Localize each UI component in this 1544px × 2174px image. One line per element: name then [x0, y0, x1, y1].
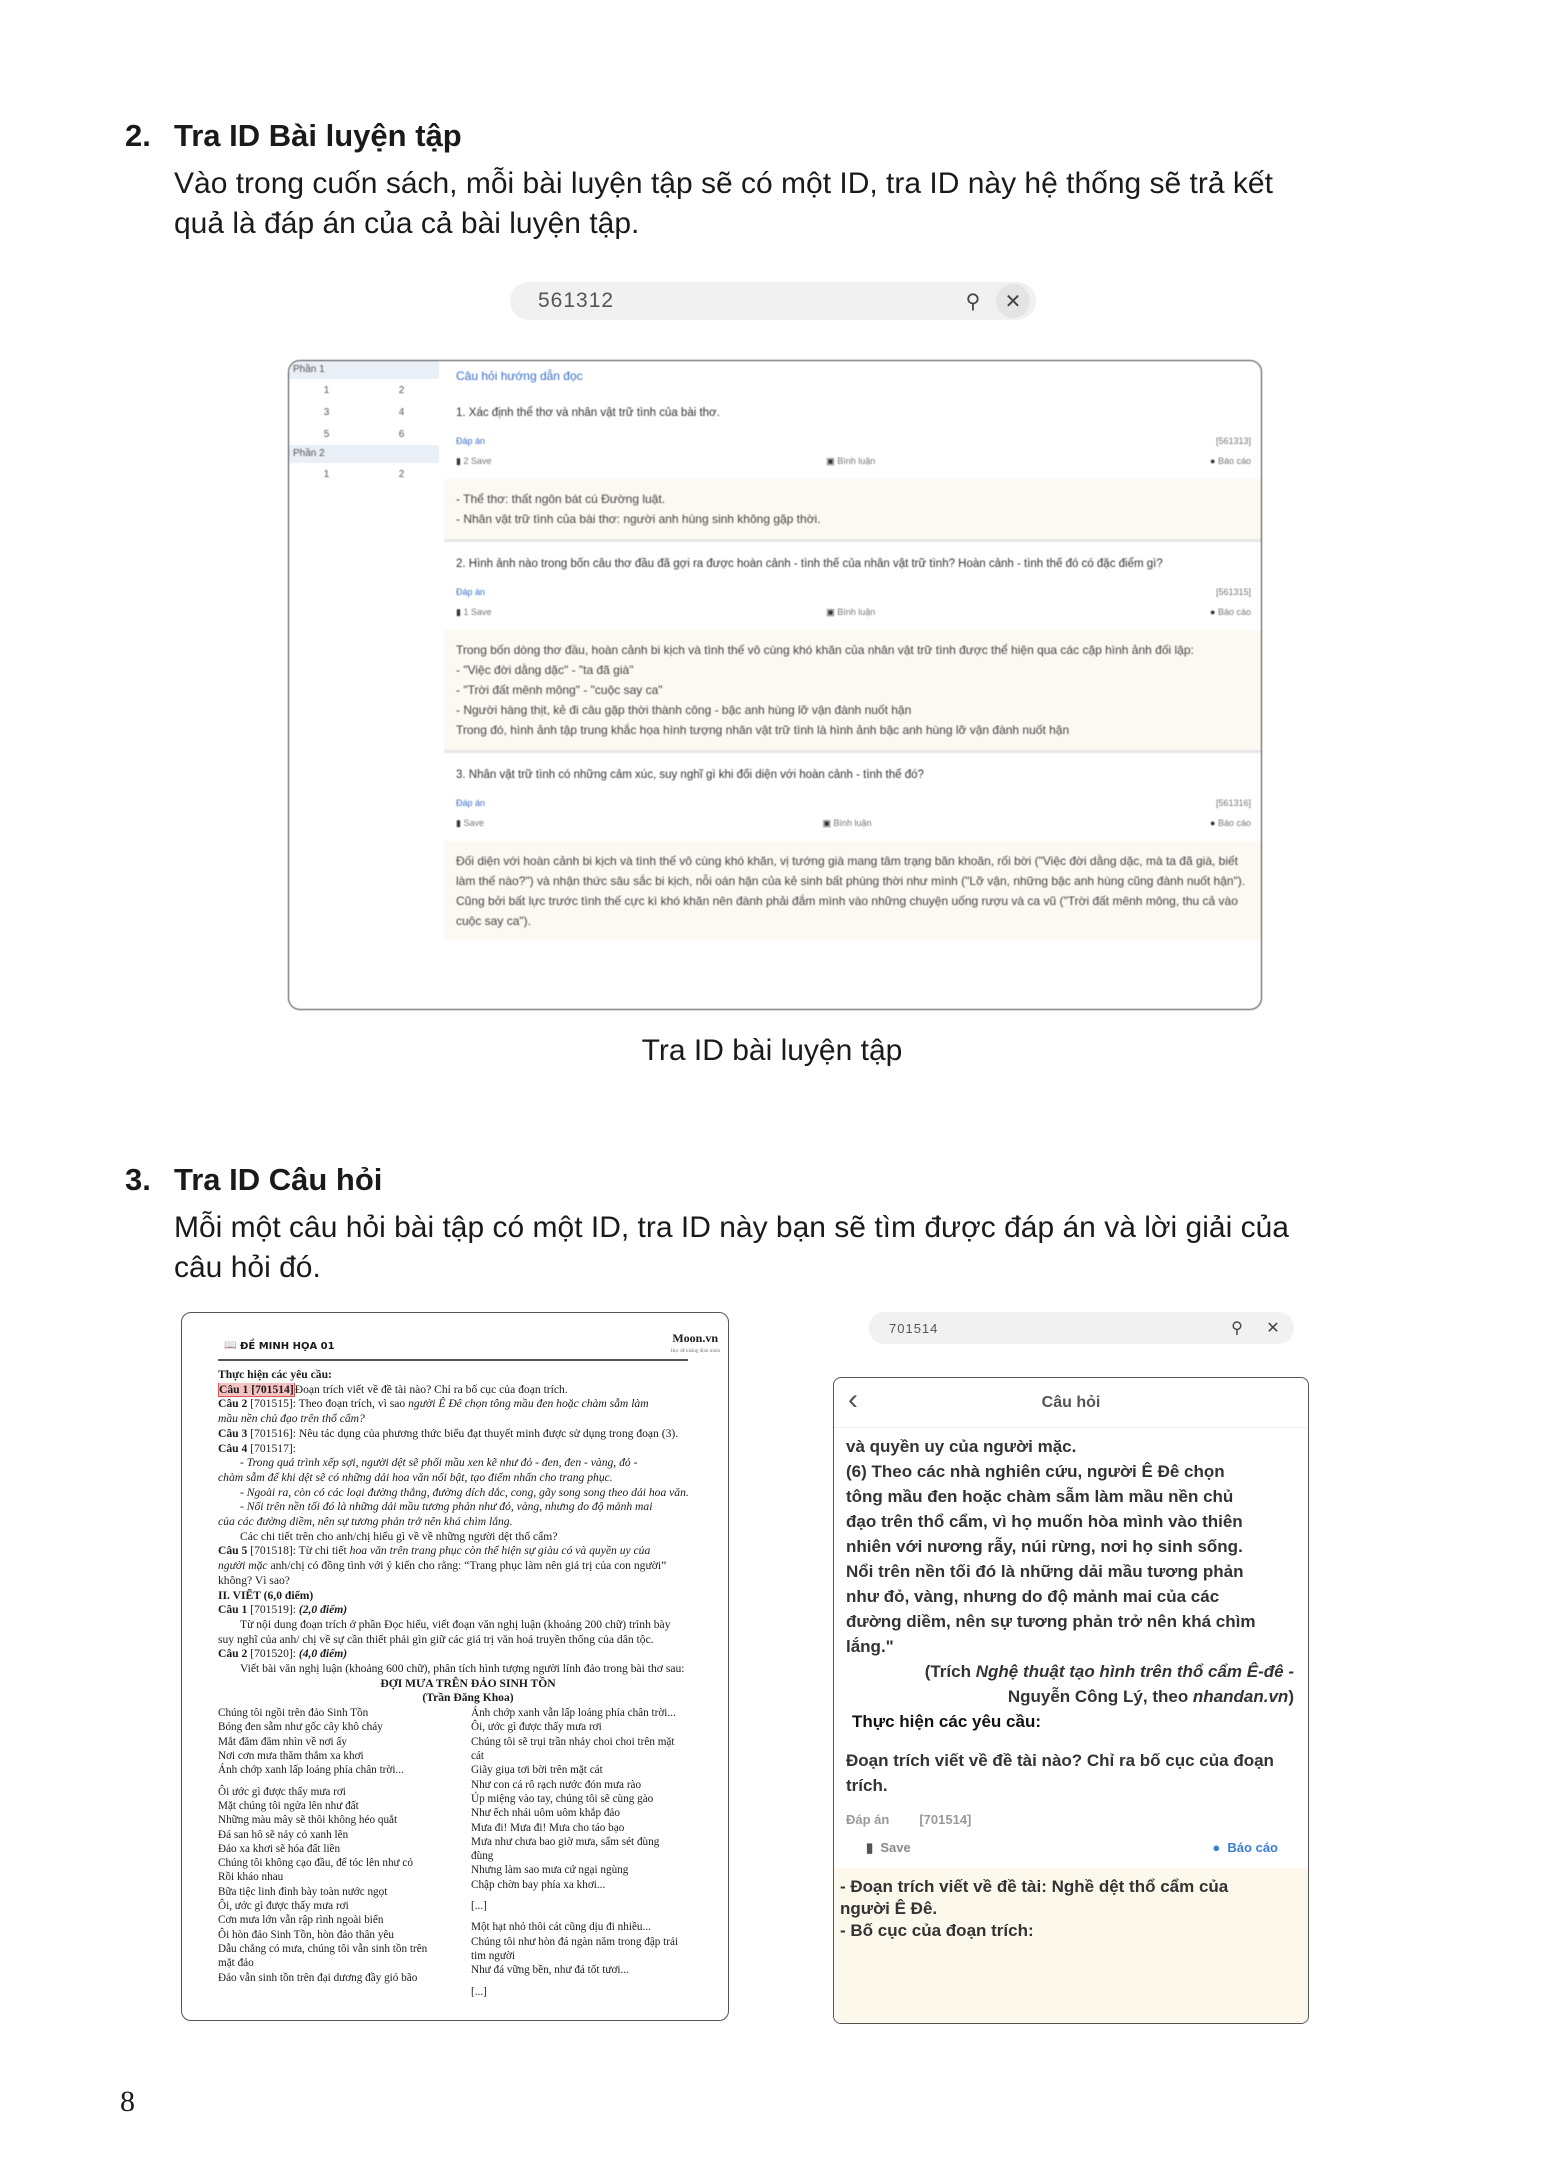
poem-author: (Trần Đăng Khoa)	[422, 1691, 514, 1705]
poem-line: Giãy giụa tơi bời trên mặt cát	[471, 1764, 603, 1777]
poem-title: ĐỢI MƯA TRÊN ĐẢO SINH TỒN	[380, 1676, 556, 1690]
action-bar	[444, 602, 1261, 622]
comment-button[interactable]	[826, 607, 875, 618]
poem-left-column	[218, 1706, 465, 1999]
poem-line: Mặt chúng tôi ngửa lên như đất	[218, 1799, 359, 1812]
save-button-label: 1 Save	[463, 606, 492, 617]
document-line	[218, 1544, 718, 1559]
sidebar-question-link[interactable]: 1	[323, 384, 330, 396]
poem-line: [...]	[471, 1985, 487, 1998]
document-text: (2,0 điểm)	[298, 1603, 348, 1617]
document-text: Thực hiện các yêu cầu:	[218, 1368, 332, 1381]
poem-line: mặt đảo	[218, 1957, 254, 1970]
passage-line: đạo trên thổ cẩm, vì họ muốn hòa mình vào thiên	[846, 1512, 1243, 1531]
action-bar	[444, 813, 1261, 833]
answer-text	[444, 630, 1261, 750]
figure-caption: Tra ID bài luyện tập	[641, 1034, 903, 1067]
document-text: - Ngoài ra, còn có các loại đường thẳng, đường dích dắc, cong, gãy song song theo dải hoa văn.	[240, 1485, 689, 1499]
info-icon: ●	[1212, 1840, 1221, 1855]
poem-line: Ôi ước gì được thấy mưa rơi	[218, 1785, 346, 1798]
poem-line: Như con cá rô rạch nước đón mưa rào	[471, 1778, 642, 1791]
poem-line	[471, 1913, 718, 1920]
poem-line: Chúng tôi sẽ trụi trần nhảy choi choi trên mặt	[471, 1735, 675, 1748]
document-text: - Nổi trên nền tối đó là những dải mầu tương phản như đỏ, vàng, nhưng do độ mảnh mai	[240, 1500, 653, 1514]
sidebar-part[interactable]: Phần 2	[289, 445, 439, 463]
document-text: II. VIẾT (6,0 điểm)	[218, 1588, 314, 1602]
poem-line: Cơn mưa lớn vẫn rập rình ngoài biển	[218, 1914, 384, 1927]
comment-button[interactable]	[826, 456, 875, 467]
bookmark-icon: ▮	[866, 1840, 874, 1855]
passage-line: (6) Theo các nhà nghiên cứu, người Ê Đê chọn	[846, 1462, 1225, 1481]
poem-right-column	[471, 1706, 718, 1999]
answer-line: - Đoạn trích viết về đề tài: Nghề dệt thổ cẩm của	[840, 1877, 1229, 1896]
document-line	[218, 1383, 718, 1398]
comment-button-label: Bình luận	[833, 817, 872, 828]
poem-line	[218, 1778, 465, 1785]
action-bar	[444, 451, 1261, 471]
document-line	[218, 1412, 718, 1427]
question-id: [561316]	[1215, 798, 1251, 808]
exercise-search-bar[interactable]	[510, 282, 1036, 320]
icon: ●	[1210, 818, 1218, 828]
answer-label-row: Đáp án [701514]	[846, 1812, 972, 1827]
answer-line: Trong đó, hình ảnh tập trung khắc họa hình tượng nhân vật trữ tình là hình ảnh bậc anh hùng lỡ vận đành nuốt hận	[456, 723, 1070, 737]
document-line	[218, 1427, 718, 1442]
section-3-description: Mỗi một câu hỏi bài tập có một ID, tra ID này bạn sẽ tìm được đáp án và lời giải của câu hỏi đó.	[174, 1211, 1289, 1284]
exercise-content	[444, 361, 1261, 1009]
question-result-screenshot	[833, 1377, 1309, 2024]
poem-line: Những màu mây sẽ thôi không héo quắt	[218, 1814, 398, 1827]
save-button-label: 2 Save	[463, 455, 492, 466]
document-text: Viết bài văn nghị luận (khoảng 600 chữ), phân tích hình tượng người lính đảo trong bài thơ sau:	[240, 1662, 685, 1676]
report-button-label: Báo cáo	[1217, 818, 1251, 828]
document-line	[218, 1633, 718, 1648]
poem-line: tim người	[471, 1949, 515, 1962]
icon: ▮	[456, 606, 464, 617]
answer-line: - Người hàng thịt, kẻ đi câu gặp thời thành công - bậc anh hùng lỡ vận đành nuốt hận	[456, 703, 912, 717]
section-2-description: Vào trong cuốn sách, mỗi bài luyện tập sẽ có một ID, tra ID này hệ thống sẽ trả kết quả là đáp án của cả bài luyện tập.	[174, 167, 1273, 240]
close-icon[interactable]: ✕	[1266, 1320, 1280, 1337]
answer-box	[834, 1868, 1308, 2023]
question-id: [561313]	[1215, 436, 1251, 446]
moon-logo: Moon.vn	[672, 1331, 718, 1345]
answer-line: - Bố cục của đoạn trích:	[840, 1921, 1034, 1940]
document-line	[218, 1397, 718, 1412]
poem-line: Mưa như chưa bao giờ mưa, sấm sét đùng	[471, 1835, 660, 1848]
poem-line: Ôi, ước gì được thấy mưa rơi	[471, 1721, 602, 1734]
document-text: hoa văn trên trang phục còn thể hiện sự giàu có và quyền uy của	[349, 1544, 651, 1558]
sidebar-row	[289, 401, 439, 423]
document-line	[218, 1618, 718, 1633]
icon: ●	[1210, 456, 1218, 466]
document-line	[218, 1456, 718, 1471]
report-button-label: Báo cáo	[1217, 456, 1251, 466]
answer-label: Đáp án	[456, 798, 486, 808]
passage-text	[846, 1434, 1296, 1659]
search-input[interactable]: 701514	[889, 1320, 939, 1336]
document-text: Câu 1	[218, 1603, 251, 1617]
comment-button[interactable]	[822, 818, 871, 829]
save-button[interactable]	[456, 456, 491, 467]
document-text: suy nghĩ của anh/ chị về sự cần thiết phải gìn giữ các giá trị văn hoá truyền thống của dân tộc.	[218, 1632, 654, 1646]
document-text: Đoạn trích viết về đề tài nào? Chỉ ra bố cục của đoạn trích.	[294, 1382, 568, 1396]
poem-line: Bóng đen sẫm như gốc cây khô cháy	[218, 1721, 383, 1734]
document-line	[218, 1486, 718, 1501]
answer-text	[444, 841, 1261, 941]
passage-line: như đỏ, vàng, nhưng do độ mảnh mai của các	[846, 1587, 1220, 1606]
answer-line: - "Việc đời dằng dặc" - "ta đã già"	[456, 663, 634, 677]
answer-line: Trong bốn dòng thơ đầu, hoàn cảnh bi kịch và tình thế vô cùng khó khăn của nhân vật trữ tình được thể hiện qua các cặp hình ảnh đối lập:	[456, 643, 1194, 657]
question-search-bar[interactable]	[869, 1312, 1294, 1344]
answer-meta	[444, 793, 1261, 813]
sidebar-part[interactable]: Phần 1	[289, 361, 439, 379]
question-id: [561315]	[1215, 587, 1251, 597]
exam-document-image	[181, 1312, 729, 2021]
document-text: Câu 2	[218, 1647, 251, 1661]
section-heading: Câu hỏi hướng dẫn đọc	[456, 369, 583, 383]
document-text: Câu 2	[218, 1397, 251, 1411]
document-text: Câu 3	[218, 1426, 251, 1440]
sidebar-row	[289, 463, 439, 485]
poem-line: đùng	[471, 1850, 494, 1863]
document-line	[218, 1603, 718, 1618]
question-text: 3. Nhân vật trữ tình có những cảm xúc, suy nghĩ gì khi đối diện với hoàn cảnh - tình thế đó?	[456, 769, 924, 781]
document-text: của các đường diềm, nên sự tương phản trở nên khá chìm lắng.	[218, 1515, 513, 1529]
close-icon[interactable]: ✕	[996, 284, 1030, 318]
document-line	[218, 1530, 718, 1545]
document-text: (4,0 điểm)	[298, 1647, 348, 1661]
document-line	[218, 1559, 718, 1574]
comment-button-label: Bình luận	[837, 606, 876, 617]
document-text: người Ê Đê chọn tông mầu đen hoặc chàm sẫm làm	[408, 1397, 649, 1411]
answer-meta	[444, 582, 1261, 602]
comment-button-label: Bình luận	[837, 455, 876, 466]
sidebar-question-link[interactable]: 1	[323, 468, 330, 480]
sidebar-question-link[interactable]: 6	[398, 428, 405, 440]
highlighted-question-id: Câu 1 [701514]	[219, 1382, 294, 1396]
question-block	[444, 539, 1261, 750]
poem-line: Dẫu chẳng có mưa, chúng tôi vẫn sinh tồn trên	[218, 1942, 428, 1955]
answer-label: Đáp án	[456, 436, 486, 446]
document-line	[218, 1574, 718, 1589]
section-2-heading: 2. Tra ID Bài luyện tập	[125, 118, 462, 153]
answer-line: - Thể thơ: thất ngôn bát cú Đường luật.	[456, 492, 666, 506]
question-text: 2. Hình ảnh nào trong bốn câu thơ đầu đã gợi ra được hoàn cảnh - tình thế của nhân vật trữ tình? Hoàn cảnh - tình thế đó có đặc điểm gì?	[456, 558, 1163, 570]
sidebar-question-link[interactable]: 5	[323, 428, 330, 440]
save-button-label: Save	[463, 817, 484, 828]
poem-line: Chập chờn bay phía xa khơi...	[471, 1878, 606, 1891]
answer-line: - Nhân vật trữ tình của bài thơ: người anh hùng sinh không gặp thời.	[456, 512, 821, 526]
sidebar-question-link[interactable]: 4	[398, 406, 405, 418]
question-block	[444, 750, 1261, 941]
poem-line: Chúng tôi ngồi trên đảo Sinh Tồn	[218, 1707, 369, 1720]
poem-line: Như ếch nhái uôm uôm khắp đảo	[471, 1807, 620, 1820]
answer-meta	[444, 431, 1261, 451]
question-block	[444, 391, 1261, 539]
passage-line: Nổi trên nền tối đó là những dải mầu tương phản	[846, 1562, 1244, 1581]
poem-line: cát	[471, 1750, 485, 1763]
sidebar-row	[289, 379, 439, 401]
poem-line: Bữa tiệc linh đình bày toàn nước ngọt	[218, 1885, 388, 1898]
document-text: [701516]: Nêu tác dụng của phương thức biểu đạt thuyết minh được sử dụng trong đoạn (3).	[250, 1426, 679, 1440]
document-text: mầu nền chủ đạo trên thổ cẩm?	[218, 1412, 365, 1426]
document-text: [701518]: Từ chi tiết	[250, 1544, 350, 1558]
document-text: Câu 5	[218, 1544, 251, 1558]
book-icon: 📖	[224, 1340, 237, 1351]
report-button[interactable]	[1210, 456, 1251, 466]
answer-text	[444, 479, 1261, 539]
document-text: Câu 4	[218, 1441, 251, 1455]
sidebar-row	[289, 423, 439, 445]
document-line	[218, 1368, 718, 1383]
document-line	[218, 1662, 718, 1677]
poem-line: Ôi, ước gì được thấy mưa rơi	[218, 1900, 349, 1913]
answer-line: người Ê Đê.	[840, 1899, 938, 1918]
document-text: Các chi tiết trên cho anh/chị hiểu gì về về những người dệt thổ cẩm?	[240, 1529, 558, 1543]
document-line	[218, 1515, 718, 1530]
phone-header: ‹ Câu hỏi	[834, 1378, 1308, 1428]
document-text: [701520]:	[250, 1647, 299, 1661]
passage-source: (Trích Nghệ thuật tạo hình trên thổ cẩm Ê-đê - Nguyễn Công Lý, theo nhandan.vn)	[924, 1662, 1294, 1706]
icon: ▮	[456, 455, 464, 466]
icon: ▮	[456, 817, 464, 828]
poem-line	[471, 1892, 718, 1899]
search-input[interactable]: 561312	[538, 289, 615, 312]
poem-line: Úp miệng vào tay, chúng tôi sẽ cùng gào	[471, 1792, 654, 1805]
document-line	[218, 1647, 718, 1662]
poem-line: Như đá vững bền, như đá tốt tươi...	[471, 1964, 629, 1977]
poem-line: Chúng tôi không cạo đầu, để tóc lên như cỏ	[218, 1857, 413, 1870]
poem-line: Đá san hô sẽ nảy cỏ xanh lên	[218, 1828, 349, 1841]
icon: ▣	[826, 455, 838, 466]
save-button[interactable]	[456, 607, 491, 618]
document-line	[218, 1471, 718, 1486]
document-header: 📖 ĐỀ MINH HỌA 01 Moon.vn Học để khẳng định mình	[218, 1313, 688, 1361]
document-line	[218, 1589, 718, 1604]
report-button[interactable]	[1210, 607, 1251, 617]
poem-line: Mắt đăm đăm nhìn về nơi ấy	[218, 1735, 347, 1748]
poem-line: Nhưng làm sao mưa cứ ngại ngùng	[471, 1864, 629, 1877]
passage-line: nhiên với nương rẫy, núi rừng, nơi họ sinh sống.	[846, 1537, 1243, 1556]
report-button[interactable]	[1210, 818, 1251, 828]
answer-line: - "Trời đất mênh mông" - "cuộc say ca"	[456, 683, 663, 697]
poem-line: Rồi kháo nhau	[218, 1871, 284, 1884]
document-text: không? Vì sao?	[218, 1573, 290, 1587]
icon: ●	[1210, 607, 1218, 617]
document-text: [701519]:	[250, 1603, 299, 1617]
exercise-sidebar	[289, 361, 439, 1009]
poem-line	[471, 1978, 718, 1985]
sidebar-question-link[interactable]: 2	[398, 384, 405, 396]
poem-line: Ánh chớp xanh vẫn lấp loáng phía chân trời...	[471, 1707, 676, 1720]
report-button-label: Báo cáo	[1217, 607, 1251, 617]
icon: ▣	[826, 606, 838, 617]
poem-line: Đảo vẫn sinh tồn trên đại dương đầy gió bão	[218, 1971, 418, 1984]
document-text: người mặc	[218, 1559, 271, 1573]
poem-line: Đảo xa khơi sẽ hóa đất liền	[218, 1842, 341, 1855]
passage-line: và quyền uy của người mặc.	[846, 1437, 1077, 1456]
poem-line: Một hạt nhỏ thôi cát cũng dịu đi nhiều...	[471, 1921, 651, 1934]
poem-line: Ánh chớp xanh lấp loáng phía chân trời...	[218, 1764, 404, 1777]
document-text: [701515]: Theo đoạn trích, vì sao	[250, 1397, 409, 1411]
document-text: - Trong quá trình xếp sợi, người dệt sẽ phối mầu xen kẽ như đỏ - đen, đen - vàng, đỏ -	[240, 1456, 638, 1470]
sidebar-question-link[interactable]: 3	[323, 406, 330, 418]
search-icon[interactable]: ⚲	[965, 290, 981, 313]
document-text: [701517]:	[250, 1441, 296, 1455]
document-text: chàm sẫm để khi dệt sẽ có những dải hoa văn nổi bật, tạo điểm nhấn cho trang phục.	[218, 1470, 613, 1484]
question-text: Đoạn trích viết về đề tài nào? Chỉ ra bố cục của đoạn trích.	[846, 1751, 1274, 1795]
document-line	[218, 1500, 718, 1515]
poem-line: Nơi cơn mưa thăm thẳm xa khơi	[218, 1750, 364, 1763]
poem-line: Ôi hòn đảo Sinh Tồn, hòn đảo thân yêu	[218, 1928, 394, 1941]
page-number: 8	[120, 2085, 135, 2118]
passage-line: đường diềm, nên sự tương phản trở nên khá chìm	[846, 1612, 1256, 1631]
document-line	[218, 1442, 718, 1457]
poem-line: Chúng tôi như hòn đá ngàn năm trong đập trái	[471, 1935, 679, 1948]
search-icon[interactable]: ⚲	[1231, 1320, 1243, 1337]
passage-line: lắng."	[846, 1637, 894, 1656]
section-3-heading: 3. Tra ID Câu hỏi	[125, 1162, 383, 1197]
answer-label: Đáp án	[456, 587, 486, 597]
back-icon[interactable]: ‹	[848, 1383, 858, 1416]
sidebar-question-link[interactable]: 2	[398, 468, 405, 480]
passage-line: tông mầu đen hoặc chàm sẫm làm mầu nền chủ	[846, 1487, 1234, 1506]
task-heading: Thực hiện các yêu cầu:	[852, 1712, 1041, 1731]
document-text: Từ nội dung đoạn trích ở phần Đọc hiểu, viết đoạn văn nghị luận (khoảng 200 chữ) trình bày	[240, 1617, 671, 1631]
question-text: 1. Xác định thể thơ và nhân vật trữ tình của bài thơ.	[456, 407, 720, 419]
exercise-result-screenshot	[288, 360, 1262, 1010]
save-button[interactable]: ▮ Save	[866, 1840, 911, 1855]
poem-line: [...]	[471, 1900, 487, 1913]
report-button[interactable]: ● Báo cáo	[1212, 1840, 1278, 1855]
answer-line: Đối diện với hoàn cảnh bi kịch và tình thế vô cùng khó khăn, vị tướng già mang tâm trạng băn khoăn, rối bời ("Việc đời dằng dặc, mà ta đã già, biết làm thế nào?") và nhận thức sâu sắc bi kịch, nỗi oán hận của kẻ sinh bất phùng thời như mình ("Lỡ vận, những bậc anh hùng cũng đành nuốt hận"). Cũng bởi bất lực trước tình thế cực kì khó khăn nên đành phải đắm mình vào những chuyện uống rượu và ca vũ ("Trời đất mênh mông, thu cả vào cuộc say ca").	[456, 854, 1246, 928]
save-button[interactable]	[456, 818, 484, 829]
poem-line: Mưa đi! Mưa đi! Mưa cho táo bạo	[471, 1821, 625, 1834]
document-text: anh/chị có đồng tình với ý kiến cho rằng: “Trang phục làm nên giá trị của con người”	[270, 1559, 667, 1573]
icon: ▣	[822, 817, 834, 828]
